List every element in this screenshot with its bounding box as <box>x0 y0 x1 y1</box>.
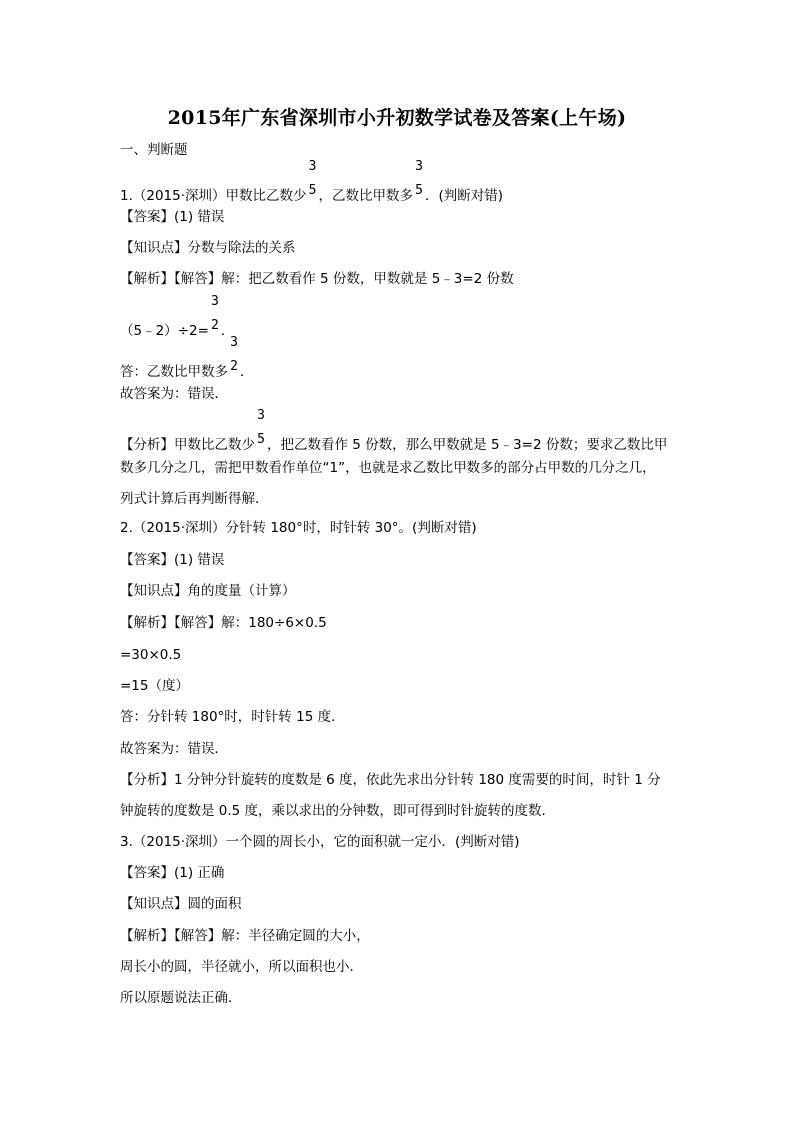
q1-reply <box>120 335 254 381</box>
q1-knowledge-point: 【知识点】分数与除法的关系 <box>120 240 296 256</box>
q3-analysis: 【解析】【解答】解：半径确定圆的大小， <box>120 928 370 944</box>
fraction-denominator: 5 <box>308 183 317 198</box>
fraction-numerator: 3 <box>415 159 423 174</box>
fraction-three-halves <box>210 294 220 335</box>
q3-line3: 所以原题说法正确． <box>120 990 242 1006</box>
page-title: 2015年广东省深圳市小升初数学试卷及答案(上午场) <box>167 107 627 129</box>
q1-fenxi-line3: 列式计算后再判断得解． <box>120 491 269 507</box>
fraction-three-fifths <box>414 159 424 200</box>
q1-fenxi-line2: 数多几分之几，需把甲数看作单位“1”，也就是求乙数比甲数多的部分占甲数的几分之几， <box>120 460 656 476</box>
fraction-three-fifths <box>256 408 266 449</box>
fraction-numerator: 3 <box>308 159 317 174</box>
q1-conclusion: 故答案为：错误． <box>120 386 228 402</box>
q1-stem-part-c: ．(判断对错) <box>425 188 504 204</box>
q1-analysis: 【解析】【解答】解：把乙数看作 5 份数，甲数就是 5﹣3=2 份数 <box>120 271 514 287</box>
q1-stem-part-b: ，乙数比甲数多 <box>318 188 414 204</box>
q1-calc-part-a: （5﹣2）÷2= <box>120 323 209 339</box>
section-heading: 一、判断题 <box>120 142 188 158</box>
q1-stem <box>120 159 504 205</box>
q2-conclusion: 故答案为：错误． <box>120 741 228 757</box>
q1-stem-part-a: 1.（2015·深圳）甲数比乙数少 <box>120 188 307 204</box>
q1-reply-part-a: 答：乙数比甲数多 <box>120 364 228 380</box>
fraction-three-fifths <box>308 159 318 200</box>
fraction-denominator: 2 <box>210 318 219 333</box>
q2-reply: 答：分针转 180°时，时针转 15 度． <box>120 709 345 725</box>
fraction-denominator: 5 <box>415 183 423 198</box>
q1-fenxi-part-b: ，把乙数看作 5 份数，那么甲数就是 5﹣3=2 份数；要求乙数比甲 <box>267 437 668 453</box>
fraction-denominator: 2 <box>230 359 238 374</box>
q1-fenxi-line1 <box>120 408 668 454</box>
q3-knowledge-point: 【知识点】圆的面积 <box>120 896 242 912</box>
q2-analysis: 【解析】【解答】解：180÷6×0.5 <box>120 615 327 631</box>
q2-fenxi-line2: 钟旋转的度数是 0.5 度，乘以求出的分钟数，即可得到时针旋转的度数． <box>120 803 556 819</box>
q1-calculation <box>120 294 235 340</box>
q1-calc-part-b: ． <box>220 323 235 339</box>
q2-knowledge-point: 【知识点】角的度量（计算） <box>120 583 296 599</box>
fraction-numerator: 3 <box>257 408 265 423</box>
q3-stem: 3.（2015·深圳）一个圆的周长小，它的面积就一定小．(判断对错) <box>120 834 520 850</box>
q1-answer: 【答案】(1) 错误 <box>120 209 225 225</box>
q3-answer: 【答案】(1) 正确 <box>120 865 225 881</box>
fraction-three-halves <box>229 335 239 376</box>
q2-step-2: =30×0.5 <box>120 647 182 663</box>
q2-fenxi-line1: 【分析】1 分钟分针旋转的度数是 6 度，依此先求出分针转 180 度需要的时间，时针 1 分 <box>120 772 661 788</box>
q2-answer: 【答案】(1) 错误 <box>120 552 225 568</box>
fraction-numerator: 3 <box>210 294 219 309</box>
fraction-denominator: 5 <box>257 432 265 447</box>
q1-fenxi-part-a: 【分析】甲数比乙数少 <box>120 437 255 453</box>
q2-step-3: =15（度） <box>120 678 189 694</box>
q1-reply-part-b: ． <box>240 364 254 380</box>
fraction-numerator: 3 <box>230 335 238 350</box>
q3-line2: 周长小的圆，半径就小，所以面积也小． <box>120 959 363 975</box>
q2-stem: 2.（2015·深圳）分针转 180°时，时针转 30°。(判断对错) <box>120 520 477 536</box>
